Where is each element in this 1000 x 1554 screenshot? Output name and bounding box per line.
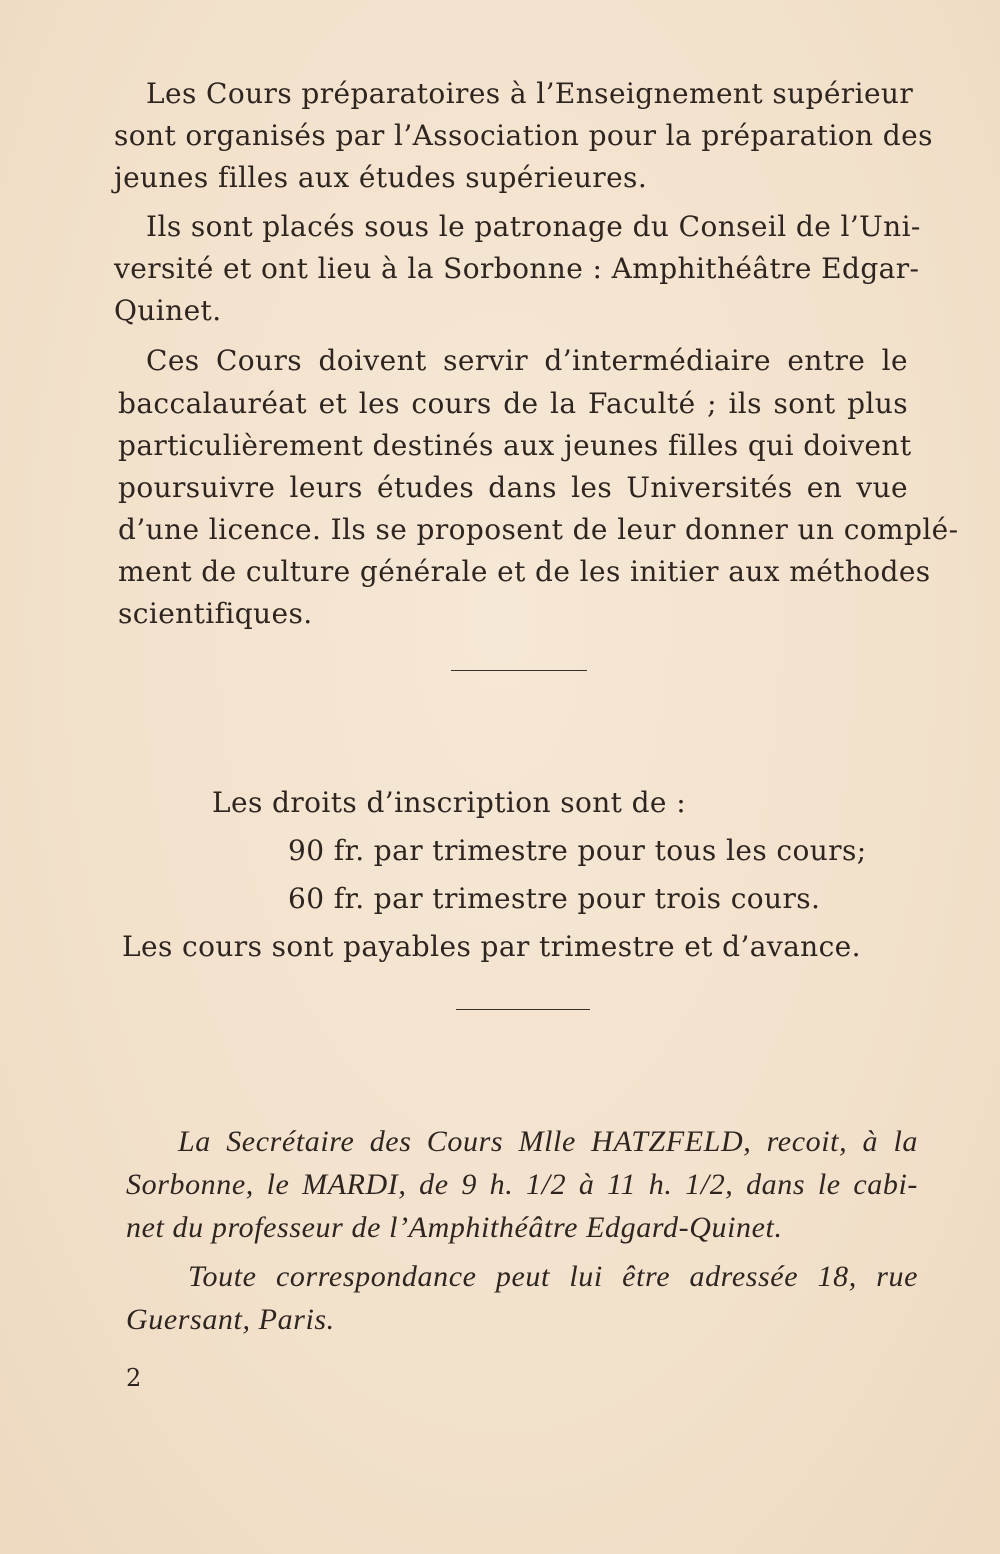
correspondence-line-1: Toute correspondance peut lui être adressée 18, rue — [188, 1260, 918, 1293]
correspondence-line-2: Guersant, Paris. — [126, 1303, 335, 1336]
fees-intro: Les droits d’inscription sont de : — [212, 786, 687, 819]
secretary-line-1: La Secrétaire des Cours Mlle HATZFELD, recoit, à la — [178, 1125, 918, 1158]
paragraph-2-line-1: Ils sont placés sous le patronage du Conseil de l’Uni- — [146, 210, 921, 243]
separator-rule-2 — [456, 1009, 590, 1010]
secretary-line-2: Sorbonne, le MARDI, de 9 h. 1/2 à 11 h. 1/2, dans le cabi- — [126, 1168, 918, 1201]
paragraph-1-line-2: sont organisés par l’Association pour la préparation des — [114, 119, 933, 152]
paragraph-1-line-1: Les Cours préparatoires à l’Enseignement supérieur — [146, 77, 914, 110]
paragraph-3-line-2: baccalauréat et les cours de la Faculté ; ils sont plus — [118, 387, 908, 420]
paragraph-2-line-2: versité et ont lieu à la Sorbonne : Amphithéâtre Edgar- — [114, 252, 920, 285]
secretary-line-3: net du professeur de l’Amphithéâtre Edgard-Quinet. — [126, 1211, 783, 1244]
paragraph-3-line-7: scientifiques. — [118, 597, 313, 630]
paragraph-3-line-6: ment de culture générale et de les initier aux méthodes — [118, 555, 931, 588]
paragraph-2-line-3: Quinet. — [114, 294, 222, 327]
paragraph-3-line-3: particulièrement destinés aux jeunes filles qui doivent — [118, 429, 912, 462]
fees-line-1: 90 fr. par trimestre pour tous les cours; — [288, 834, 867, 867]
fees-line-2: 60 fr. par trimestre pour trois cours. — [288, 882, 821, 915]
paragraph-3-line-5: d’une licence. Ils se proposent de leur donner un complé- — [118, 513, 959, 546]
paragraph-3-line-1: Ces Cours doivent servir d’intermédiaire entre le — [146, 344, 908, 377]
paragraph-3-line-4: poursuivre leurs études dans les Universités en vue — [118, 471, 908, 504]
separator-rule-1 — [451, 670, 587, 671]
page-number: 2 — [126, 1364, 142, 1392]
fees-payment: Les cours sont payables par trimestre et d’avance. — [122, 930, 861, 963]
paragraph-1-line-3: jeunes filles aux études supérieures. — [114, 161, 648, 194]
